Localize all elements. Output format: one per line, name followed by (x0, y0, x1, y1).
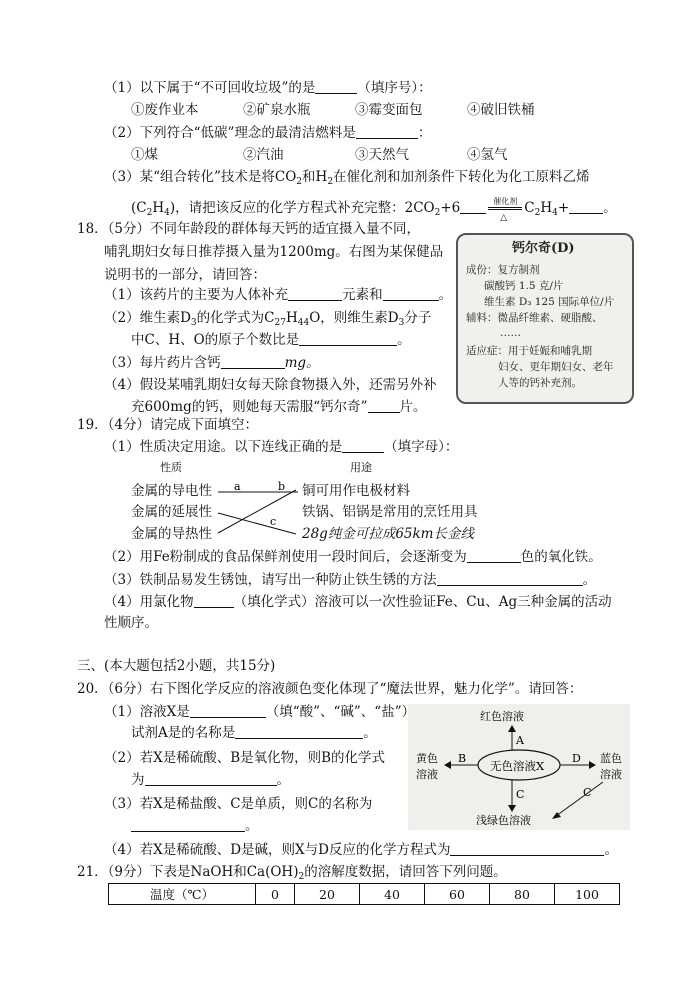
arrow-label-B: B (458, 752, 467, 765)
q18-stem-2: 哺乳期妇女每日推荐摄入量为1200mg。右图为某保健品 (104, 244, 444, 260)
q20-part1-line1: （1）溶液X是 （填“酸”、“碱”、“盐”）， (104, 704, 422, 720)
heat-symbol: △ (500, 212, 508, 223)
q21-stem: 21．（9分）下表是NaOH和$Ca(OH)_2$的溶解度数据，请回答下列问题。 (77, 864, 507, 882)
q20-part2-line2: 为 。 (131, 772, 290, 788)
q20-part2-line1: （2）若X是稀硫酸、B是氧化物，则B的化学式 (104, 750, 386, 766)
q17-part1: （1）以下属于“不可回收垃圾”的是 （填序号）： (104, 80, 432, 96)
q17-part3-line2: $(C_2H_4)$，请把该反应的化学方程式补充完整：$2CO_2+6$ 催化剂 △ $C_2H_4+$ 。 (131, 199, 617, 222)
option: ②汽油 (243, 147, 284, 163)
answer-blank[interactable] (450, 841, 604, 856)
use-item: 28g纯金可拉成65km长金线 (302, 526, 474, 542)
table-cell: 0 (256, 884, 295, 905)
option: ③天然气 (355, 147, 409, 163)
table-row (109, 884, 620, 905)
q17-part2: （2）下列符合“低碳”理念的最清洁燃料是 ： (104, 125, 432, 141)
q20-part4: （4）若X是稀硫酸、D是碱，则X与D反应的化学方程式为 。 (104, 842, 618, 858)
label-line: 碳酸钙 1.5 克/片 (484, 280, 564, 292)
left-label-1: 黄色 (416, 752, 438, 765)
answer-blank[interactable] (190, 703, 266, 718)
section-heading: 三、(本大题包括2小题，共15分) (77, 658, 276, 674)
right-label-1: 蓝色 (600, 752, 622, 765)
property-item: 金属的延展性 (131, 504, 212, 520)
col-header-property: 性质 (160, 461, 182, 474)
reaction-diagram (408, 704, 630, 830)
q20-part1-line2: 试剂A是的名称是 。 (131, 725, 377, 741)
label-line: …… (500, 327, 521, 339)
label-line: 辅料：微晶纤维素、硬脂酸、 (466, 312, 603, 324)
option: ②矿泉水瓶 (243, 102, 311, 118)
top-label: 红色溶液 (480, 710, 524, 723)
col-header-use: 用途 (350, 461, 372, 474)
reaction-condition: 催化剂 (493, 196, 518, 206)
table-cell: 100 (555, 884, 620, 905)
option: ④破旧铁桶 (467, 102, 535, 118)
right-label-2: 溶液 (600, 768, 622, 781)
property-item: 金属的导热性 (131, 526, 212, 542)
q18-part1: （1）该药片的主要为人体补充 元素和 。 (104, 287, 453, 303)
option: ①煤 (131, 147, 158, 163)
q19-part4-cont: 性顺序。 (104, 615, 158, 631)
q19-part3: （3）铁制品易发生锈蚀，请写出一种防止铁生锈的方法 。 (104, 572, 597, 588)
label-line: 成份：复方制剂 (466, 264, 540, 276)
label-line: 妇女、更年期妇女、老年 (498, 361, 614, 373)
answer-blank[interactable] (467, 548, 521, 563)
table-header-cell: 温度（℃） (109, 884, 256, 905)
line-letter-b: b (278, 480, 286, 493)
q20-part3-line1: （3）若X是稀盐酸、C是单质，则C的名称为 (104, 796, 373, 812)
arrow-label-D: D (572, 752, 581, 765)
answer-blank[interactable] (437, 571, 583, 586)
bottom-label: 浅绿色溶液 (476, 814, 531, 827)
q19-stem: 19．（4分）请完成下面填空： (77, 417, 259, 433)
label-line: 适应症：用于妊娠和哺乳期 (466, 345, 592, 357)
answer-blank[interactable] (131, 817, 245, 832)
property-item: 金属的导电性 (131, 483, 212, 499)
label-line: 维生素 D₃ 125 国际单位/片 (484, 296, 615, 308)
use-item: 铁锅、铝锅是常用的烹饪用具 (302, 504, 478, 520)
q18-part4-line1: （4）假设某哺乳期妇女每天除食物摄入外，还需另外补 (104, 377, 437, 393)
arrow-label-A: A (516, 734, 524, 747)
q18-part3: （3）每片药片含钙 mg。 (104, 355, 320, 371)
table-cell: 80 (490, 884, 555, 905)
arrow-label-C2: C (583, 786, 592, 799)
q18-stem-3: 说明书的一部分，请回答： (104, 267, 266, 283)
q18-part4-line2: 充600mg的钙，则她每天需服“钙尔奇” 片。 (131, 399, 427, 415)
q19-part1: （1）性质决定用途。以下连线正确的是 （填字母）： (104, 439, 459, 455)
label-title: 钙尔奇(D) (512, 241, 575, 256)
left-label-2: 溶液 (416, 768, 438, 781)
q18-stem-1: 18．（5分）不同年龄段的群体每天钙的适宜摄入量不同， (77, 221, 421, 237)
q19-part4: （4）用氯化物 （填化学式）溶液可以一次性验证Fe、Cu、Ag三种金属的活动 (104, 594, 612, 610)
use-item: 铜可用作电极材料 (302, 483, 410, 499)
answer-blank[interactable] (194, 593, 234, 608)
label-line: 人等的钙补充剂。 (498, 377, 582, 389)
line-letter-a: a (234, 480, 241, 493)
q18-part2-line1: （2）维生素$D_3$的化学式为$C_{27}H_{44}O$，则维生素$D_3$分子 (104, 310, 432, 328)
option: ④氢气 (467, 147, 508, 163)
arrow-label-C: C (516, 788, 525, 801)
answer-blank[interactable] (235, 724, 363, 739)
line-letter-c: c (270, 515, 277, 528)
table-cell: 20 (295, 884, 360, 905)
option: ①废作业本 (131, 102, 199, 118)
center-label: 无色溶液X (490, 759, 545, 773)
solubility-table (108, 883, 620, 905)
option: ③霉变面包 (355, 102, 423, 118)
answer-blank[interactable] (145, 771, 277, 786)
q18-part2-line2: 中C、H、O的原子个数比是 。 (131, 332, 411, 348)
table-cell: 60 (425, 884, 490, 905)
q20-stem: 20．（6分）右下图化学反应的溶液颜色变化体现了“魔法世界，魅力化学”。请回答： (77, 681, 583, 697)
q17-part3-line1: （3）某“组合转化”技术是将$CO_2$和$H_2$在催化剂和加剂条件下转化为化工原料乙烯 (104, 169, 590, 187)
q19-part2: （2）用Fe粉制成的食品保鲜剂使用一段时间后，会逐渐变为 色的氧化铁。 (104, 549, 602, 565)
table-cell: 40 (360, 884, 425, 905)
q20-part3-line2: 。 (131, 817, 259, 835)
